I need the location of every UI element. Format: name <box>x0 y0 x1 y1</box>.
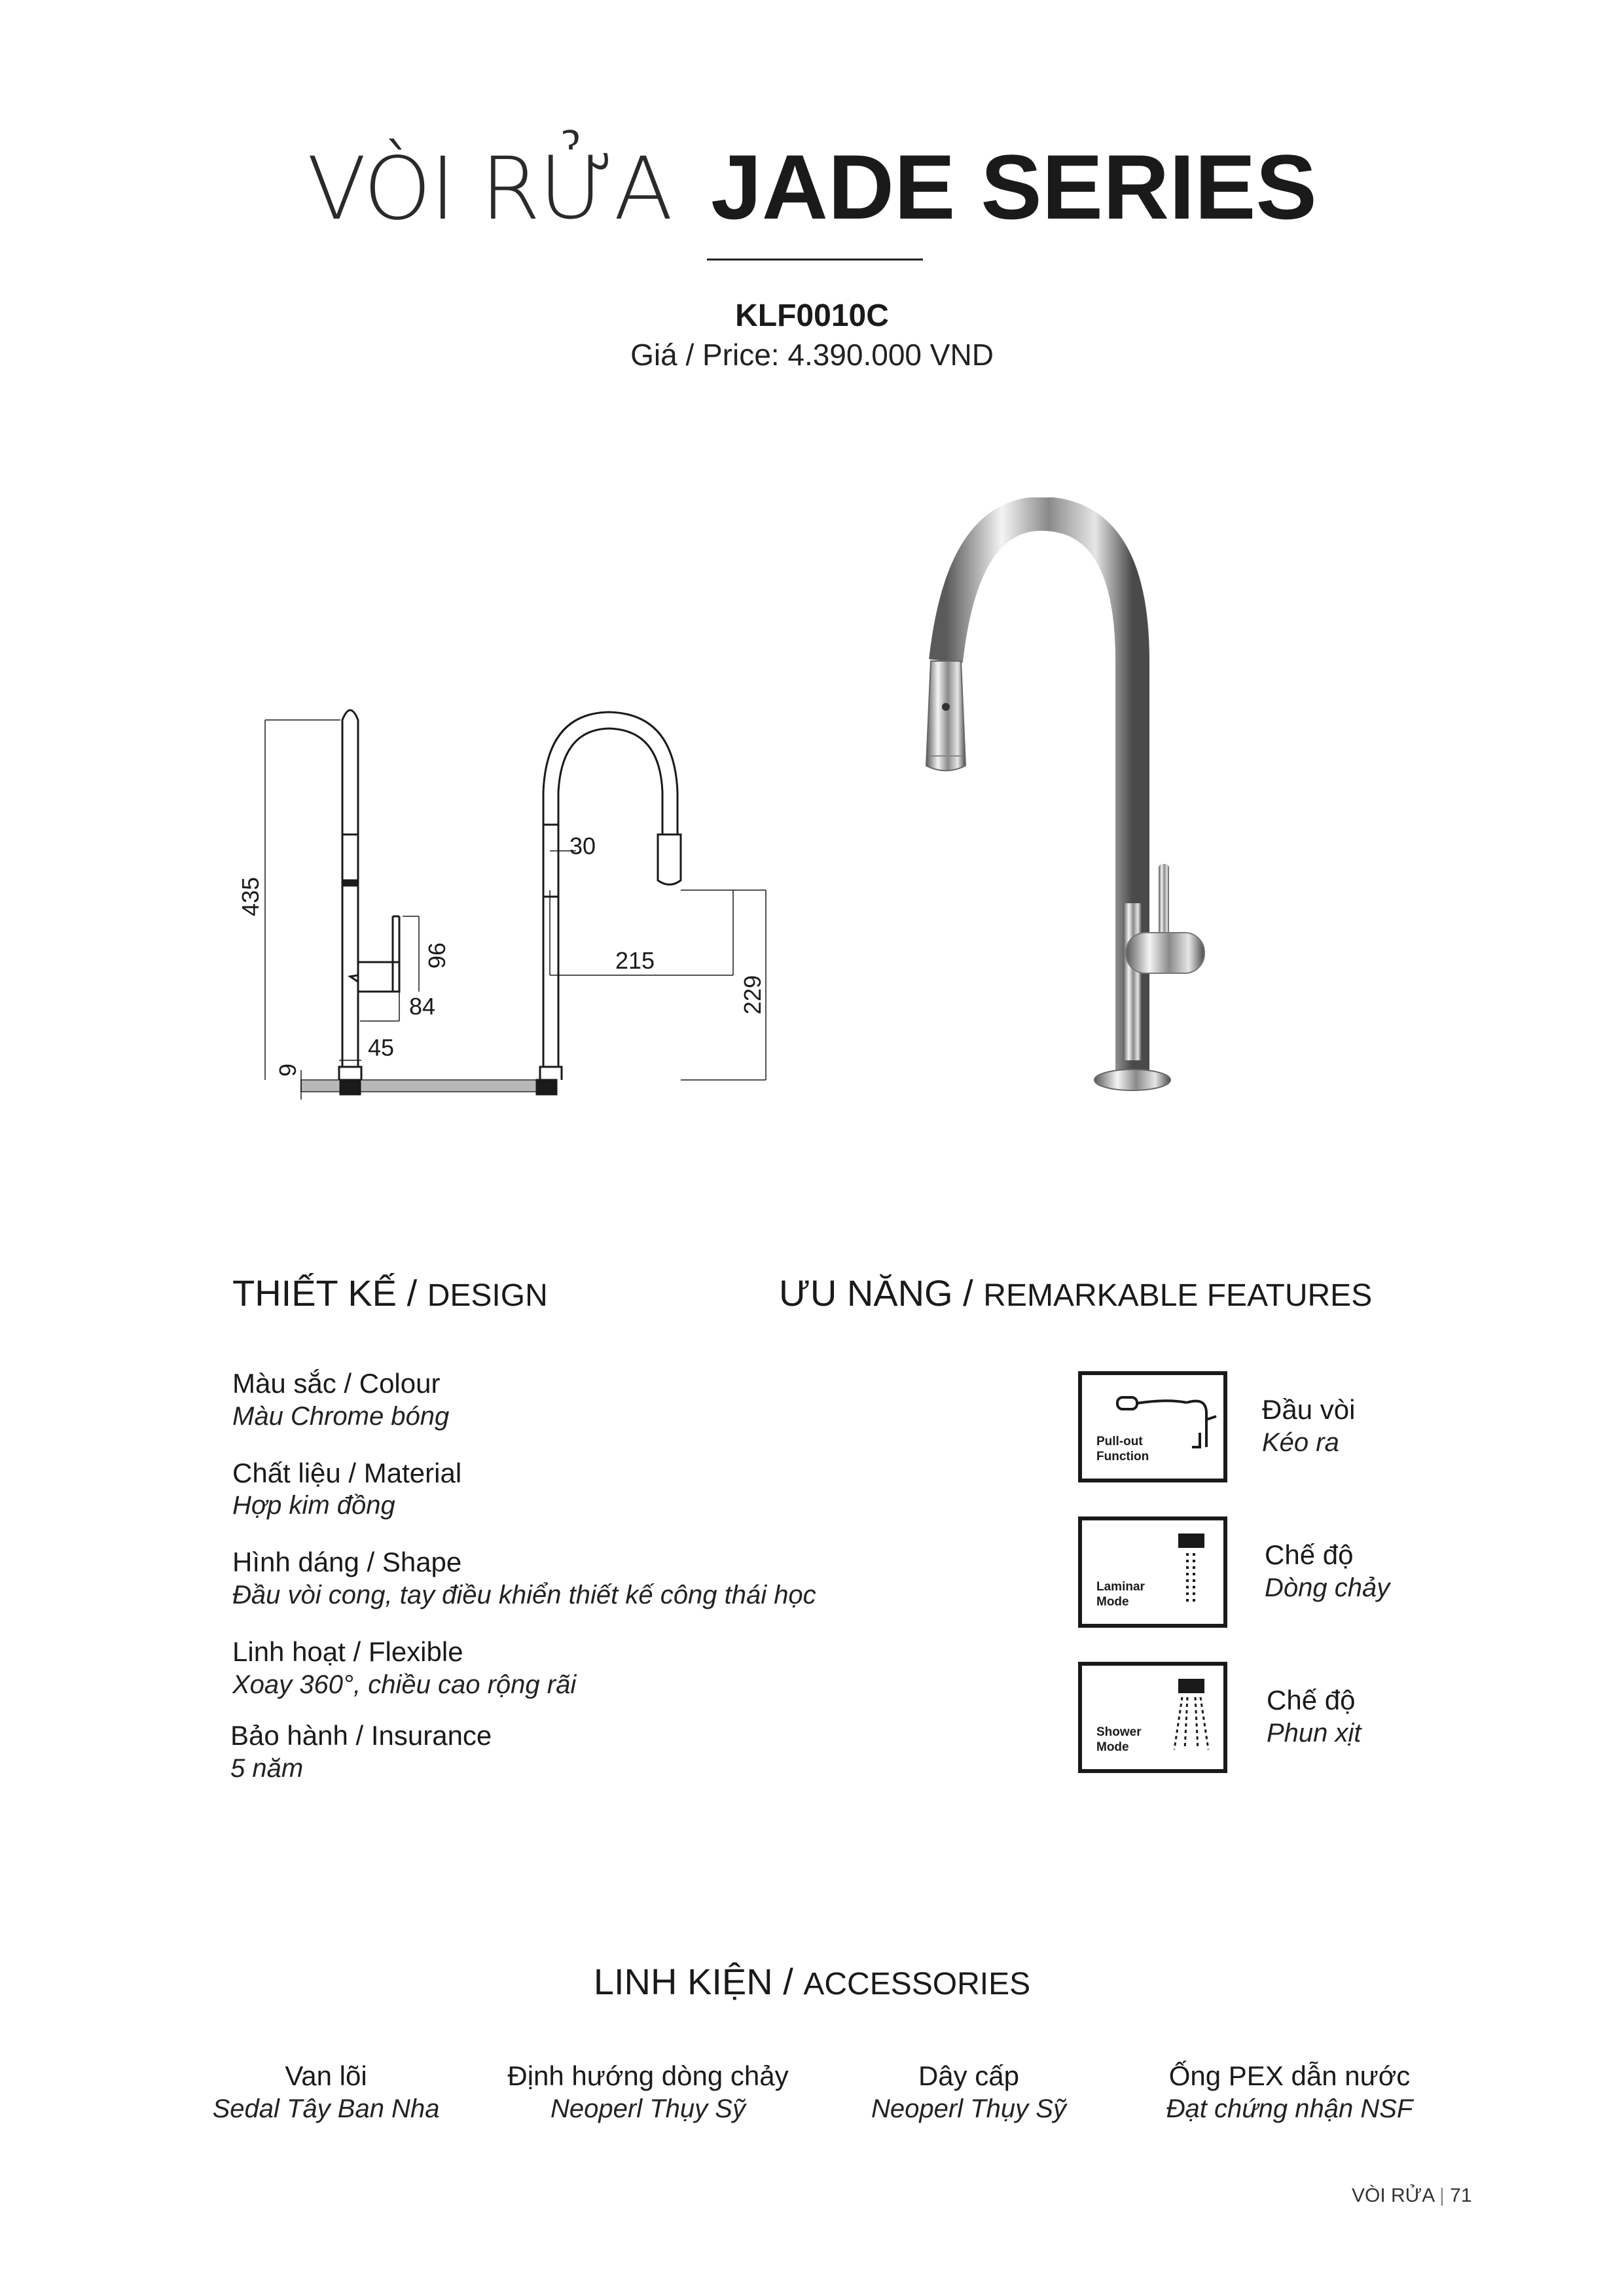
front-view-spout-inner <box>558 728 662 1067</box>
side-view-base <box>339 1067 361 1080</box>
design-heading-main: THIẾT KẾ / <box>232 1272 418 1314</box>
spec-label-material: Chất liệu / Material <box>232 1458 462 1488</box>
laminar-mode-icon <box>1177 1532 1210 1617</box>
accessory-name-pex: Ống PEX dẫn nước <box>1168 2060 1411 2091</box>
feature-sub-pull-out: Kéo ra <box>1262 1428 1339 1457</box>
accessory-name-valve: Van lõi <box>285 2060 367 2091</box>
spec-value-insurance: 5 năm <box>230 1754 304 1783</box>
dim-spout-diameter: 30 <box>569 833 596 859</box>
accessory-value-hose: Neoperl Thụy Sỹ <box>871 2094 1066 2123</box>
spec-label-flexible: Linh hoạt / Flexible <box>232 1636 463 1667</box>
spec-label-shape: Hình dáng / Shape <box>232 1547 462 1577</box>
dim-base-thickness: 9 <box>274 1063 301 1077</box>
dim-handle-depth: 84 <box>409 993 436 1020</box>
accessory-name-hose: Dây cấp <box>918 2060 1020 2091</box>
model-code: KLF0010C <box>735 298 889 333</box>
title-divider <box>707 259 923 260</box>
feature-sub-shower: Phun xịt <box>1267 1719 1362 1748</box>
accessories-heading <box>0 1960 1624 2003</box>
features-heading <box>779 1272 1372 1314</box>
product-spout <box>946 514 1132 1086</box>
features-heading-main: ƯU NĂNG / <box>779 1272 973 1314</box>
spec-value-colour: Màu Chrome bóng <box>232 1402 450 1431</box>
product-base <box>1094 1069 1170 1090</box>
accessory-value-flow: Neoperl Thụy Sỹ <box>550 2094 746 2123</box>
accessory-value-pex: Đạt chứng nhận NSF <box>1166 2094 1413 2123</box>
front-view-head <box>658 834 681 885</box>
base-nut-left <box>340 1080 360 1094</box>
page-title <box>0 134 1624 240</box>
dim-total-height: 435 <box>237 876 264 916</box>
feature-laminar-box <box>1078 1516 1227 1628</box>
feature-caption-pull-out: Pull-out Function <box>1096 1435 1149 1463</box>
base-nut-right <box>537 1080 556 1094</box>
product-handle <box>1126 933 1204 973</box>
product-pullout-head <box>926 661 965 771</box>
spec-label-colour: Màu sắc / Colour <box>232 1368 441 1399</box>
technical-drawing <box>223 694 812 1106</box>
feature-title-shower: Chế độ <box>1267 1685 1356 1715</box>
design-heading-sub: DESIGN <box>427 1278 548 1313</box>
feature-shower-box <box>1078 1662 1227 1773</box>
title-series: JADE SERIES <box>710 135 1317 238</box>
dim-spout-reach: 215 <box>615 947 655 974</box>
accessory-name-flow: Định hướng dòng chảy <box>507 2060 789 2091</box>
footer-section: VÒI RỬA <box>1352 2185 1434 2206</box>
countertop-base <box>301 1080 540 1092</box>
product-image <box>916 497 1244 1106</box>
shower-mode-icon <box>1170 1677 1216 1763</box>
price-text: Giá / Price: 4.390.000 VND <box>630 338 994 372</box>
dim-handle-height: 96 <box>424 942 450 969</box>
feature-title-laminar: Chế độ <box>1265 1539 1354 1570</box>
page-number: 71 <box>1450 2185 1472 2206</box>
accessory-value-valve: Sedal Tây Ban Nha <box>212 2094 440 2123</box>
feature-title-pull-out: Đầu vòi <box>1262 1394 1356 1425</box>
dim-spout-height: 229 <box>739 975 766 1014</box>
title-prefix: VÒI RỬA <box>307 139 672 240</box>
product-lever <box>1159 864 1169 942</box>
spec-value-material: Hợp kim đồng <box>232 1491 395 1520</box>
feature-caption-shower: Shower Mode <box>1096 1725 1142 1754</box>
accessories-heading-sub: ACCESSORIES <box>803 1967 1031 2001</box>
design-heading <box>232 1272 548 1314</box>
features-heading-sub: REMARKABLE FEATURES <box>983 1278 1373 1313</box>
side-view-body <box>342 710 358 1067</box>
spec-value-shape: Đầu vòi cong, tay điều khiển thiết kế công thái học <box>232 1581 816 1609</box>
spec-label-insurance: Bảo hành / Insurance <box>230 1720 492 1751</box>
spec-value-flexible: Xoay 360°, chiều cao rộng rãi <box>232 1670 577 1699</box>
accessories-heading-main: LINH KIỆN / <box>593 1961 793 2002</box>
feature-caption-laminar: Laminar Mode <box>1096 1580 1145 1609</box>
page-footer: VÒI RỬA | 71 <box>1352 2185 1472 2206</box>
dim-base-width: 45 <box>368 1034 395 1061</box>
feature-sub-laminar: Dòng chảy <box>1265 1573 1390 1602</box>
feature-pull-out-box <box>1078 1371 1227 1482</box>
